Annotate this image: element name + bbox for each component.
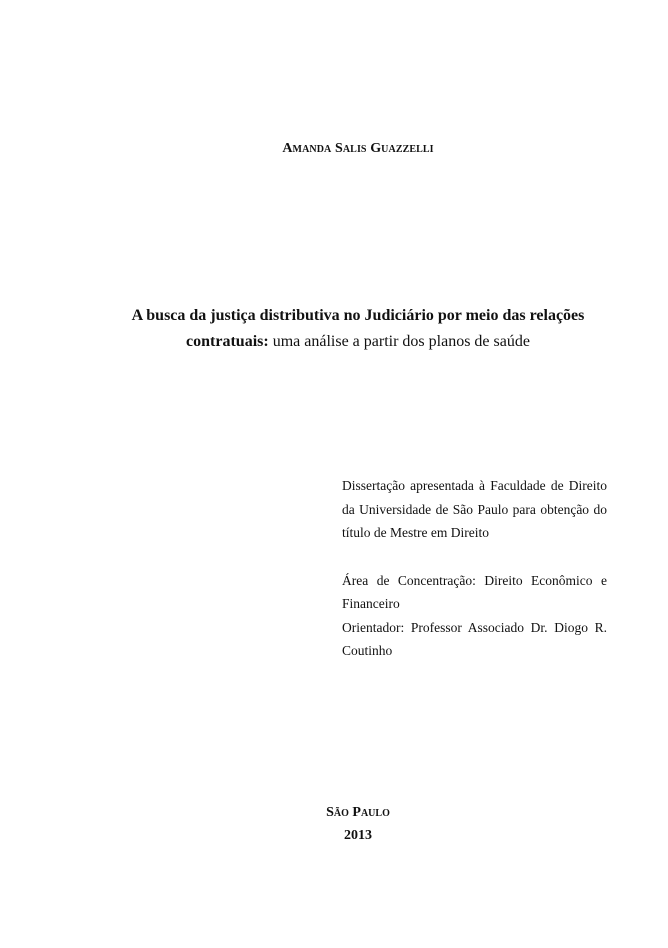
concentration-area: Área de Concentração: Direito Econômico e Financeiro [342,572,607,611]
year: 2013 [344,828,372,843]
title-main: A busca da justiça distributiva no Judiciário por meio das relações contratuais: [131,307,585,350]
city: São Paulo [326,805,390,820]
paragraph-gap [342,545,607,569]
dissertation-statement: Dissertação apresentada à Faculdade de Direito da Universidade de São Paulo para obtenção do título de Mestre em Direito [342,478,607,540]
presentation-block [342,474,607,663]
advisor: Orientador: Professor Associado Dr. Diogo R. Coutinho [342,619,607,658]
dissertation-title [110,303,606,355]
author-name: Amanda Salis Guazzelli [282,141,434,156]
title-subtitle: uma análise a partir dos planos de saúde [272,333,530,350]
